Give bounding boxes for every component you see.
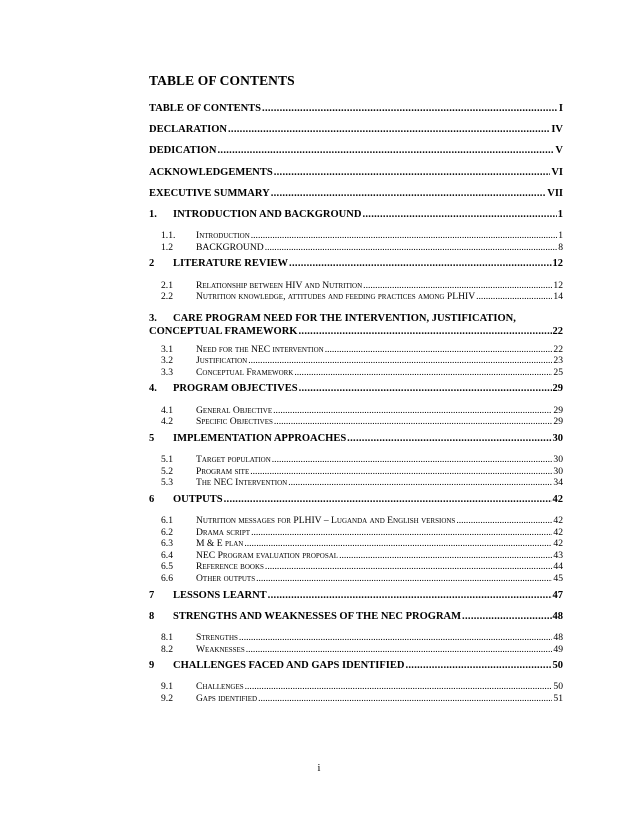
toc-section-label: CARE PROGRAM NEED FOR THE INTERVENTION, JUSTIFICATION, <box>173 312 516 324</box>
toc-subsection-label: M & E plan <box>196 538 244 550</box>
toc-entry[interactable] <box>149 145 563 166</box>
toc-subsection[interactable] <box>149 573 563 585</box>
leader-dots <box>265 242 558 253</box>
toc-subsection-number: 5.2 <box>161 465 173 477</box>
toc-subsection-page: 48 <box>553 631 563 643</box>
leader-dots <box>462 611 551 622</box>
toc-section-number: 5 <box>149 432 155 444</box>
toc-section-line-1 <box>149 312 563 325</box>
toc-subsection[interactable] <box>149 538 563 550</box>
leader-dots <box>298 325 551 338</box>
toc-subsection-label: General Objective <box>196 404 273 416</box>
toc-subsection[interactable] <box>149 367 563 379</box>
leader-dots <box>239 632 553 643</box>
leader-dots <box>244 538 552 549</box>
toc-subsection-number: 9.2 <box>161 692 173 704</box>
leader-dots <box>271 188 547 199</box>
toc-subsection-number: 8.2 <box>161 643 173 655</box>
leader-dots <box>476 291 552 302</box>
toc-subsection-number: 9.1 <box>161 681 173 693</box>
toc-section-number: 7 <box>149 589 155 601</box>
leader-dots <box>274 167 551 178</box>
toc-subsection-page: 42 <box>553 515 563 526</box>
leader-dots <box>456 515 552 526</box>
toc-subsection-page: 44 <box>553 561 563 573</box>
toc-subsection-label: Need for the NEC intervention <box>196 343 324 355</box>
toc-entry-label: DECLARATION <box>149 124 227 136</box>
toc-section-label: OUTPUTS <box>173 493 223 505</box>
toc-subsection-number: 1.2 <box>161 241 173 253</box>
toc-subsection[interactable] <box>149 527 563 539</box>
toc-subsection-label: Program site <box>196 465 250 477</box>
toc-entry[interactable] <box>149 103 563 124</box>
toc-subsection-page: 34 <box>553 477 563 489</box>
toc-subsection-page: 45 <box>553 572 563 584</box>
leader-dots <box>274 416 553 427</box>
toc-section[interactable] <box>149 660 563 681</box>
leader-dots <box>256 573 552 584</box>
toc-subsection-page: 51 <box>553 692 563 704</box>
toc-subsection-number: 3.1 <box>161 343 173 355</box>
toc-section-label: PROGRAM OBJECTIVES <box>173 383 298 395</box>
toc-subsection-number: 6.3 <box>161 538 173 550</box>
leader-dots <box>228 124 550 135</box>
toc-subsection-number: 1.1. <box>161 230 176 242</box>
toc-section[interactable] <box>149 433 563 454</box>
toc-subsection[interactable] <box>149 561 563 573</box>
toc-subsection-page: 14 <box>553 291 563 303</box>
toc-subsection-number: 2.2 <box>161 291 173 303</box>
leader-dots <box>251 527 552 538</box>
toc-subsection-label: Specific Objectives <box>196 416 273 428</box>
toc-entry[interactable] <box>149 167 563 188</box>
toc-subsection-page: 29 <box>553 404 563 416</box>
toc-section-page: 47 <box>552 589 563 601</box>
leader-dots <box>325 344 553 355</box>
toc-subsection[interactable] <box>149 405 563 417</box>
toc-subsection[interactable] <box>149 466 563 478</box>
leader-dots <box>289 258 551 269</box>
toc-subsection[interactable] <box>149 693 563 705</box>
toc-subsection-page: 23 <box>553 355 563 367</box>
toc-subsection-number: 5.1 <box>161 454 173 466</box>
toc-subsection-number: 3.2 <box>161 355 173 367</box>
toc-section-label: CONCEPTUAL FRAMEWORK <box>149 325 298 337</box>
toc-entry[interactable] <box>149 124 563 145</box>
toc-subsection-label: Nutrition knowledge, attitudes and feeding practices among PLHIV <box>196 291 476 303</box>
leader-dots <box>362 209 556 220</box>
toc-subsection[interactable] <box>149 644 563 656</box>
leader-dots <box>299 383 552 394</box>
leader-dots <box>405 660 551 671</box>
toc-subsection-label: The NEC Intervention <box>196 477 288 489</box>
toc-subsection-page: 49 <box>553 643 563 655</box>
toc-section[interactable] <box>149 611 563 632</box>
toc-section[interactable] <box>149 209 563 230</box>
toc-section[interactable] <box>149 383 563 404</box>
page-number-footer: i <box>317 763 321 774</box>
leader-dots <box>288 477 552 488</box>
leader-dots <box>246 644 553 655</box>
leader-dots <box>248 355 552 366</box>
toc-section-number: 9 <box>149 660 155 672</box>
toc-subsection-number: 6.6 <box>161 572 173 584</box>
toc-subsection[interactable] <box>149 280 563 292</box>
toc-subsection[interactable] <box>149 681 563 693</box>
toc-subsection-label: Other outputs <box>196 572 256 584</box>
leader-dots <box>265 561 552 572</box>
toc-subsection-number: 5.3 <box>161 477 173 489</box>
table-of-contents <box>149 103 563 710</box>
toc-subsection[interactable] <box>149 632 563 644</box>
toc-subsection[interactable] <box>149 550 563 562</box>
toc-subsection-label: Reference books <box>196 561 264 573</box>
toc-subsection-label: Relationship between HIV and Nutrition <box>196 279 363 291</box>
toc-section[interactable] <box>149 494 563 515</box>
toc-subsection[interactable] <box>149 242 563 254</box>
toc-section-page: 12 <box>552 258 563 270</box>
toc-subsection-label: Nutrition messages for PLHIV – Luganda and English versions <box>196 515 456 526</box>
section-spacer <box>149 303 563 308</box>
toc-subsection-page: 43 <box>553 549 563 561</box>
leader-dots <box>258 693 552 704</box>
leader-dots <box>245 681 553 692</box>
toc-subsection-label: Challenges <box>196 681 244 693</box>
toc-entry-page: VI <box>551 166 563 178</box>
toc-subsection-label: Strengths <box>196 631 238 643</box>
leader-dots <box>224 494 552 505</box>
toc-subsection-label: Weaknesses <box>196 643 245 655</box>
section-spacer <box>149 705 563 710</box>
toc-subsection[interactable] <box>149 477 563 489</box>
toc-subsection-page: 8 <box>558 241 563 253</box>
toc-entry-label: ACKNOWLEDGEMENTS <box>149 166 273 178</box>
toc-section-number: 4. <box>149 383 157 395</box>
leader-dots <box>262 103 558 114</box>
toc-subsection[interactable] <box>149 291 563 303</box>
toc-section[interactable] <box>149 590 563 611</box>
toc-section-label: LITERATURE REVIEW <box>173 258 289 270</box>
toc-subsection-label: Justification <box>196 355 248 367</box>
toc-subsection[interactable] <box>149 344 563 356</box>
toc-subsection-number: 4.2 <box>161 416 173 428</box>
toc-section-label: CHALLENGES FACED AND GAPS IDENTIFIED <box>173 660 405 672</box>
toc-entry-page: VII <box>547 187 563 199</box>
toc-subsection-page: 22 <box>553 343 563 355</box>
toc-subsection-page: 29 <box>553 416 563 428</box>
toc-section-page: 30 <box>552 432 563 444</box>
leader-dots <box>272 454 553 465</box>
leader-dots <box>347 433 551 444</box>
leader-dots <box>251 230 557 241</box>
toc-entry-label: DEDICATION <box>149 145 217 157</box>
toc-section-number: 1. <box>149 208 157 220</box>
leader-dots <box>294 367 552 378</box>
toc-subsection[interactable] <box>149 416 563 428</box>
toc-subsection-page: 12 <box>553 279 563 291</box>
toc-subsection-page: 30 <box>553 465 563 477</box>
toc-subsection-number: 2.1 <box>161 279 173 291</box>
toc-subsection-label: Conceptual Framework <box>196 366 294 378</box>
toc-subsection-page: 30 <box>553 454 563 466</box>
toc-subsection-page: 50 <box>553 681 563 693</box>
toc-subsection-page: 42 <box>553 538 563 550</box>
toc-subsection-label: BACKGROUND <box>196 241 264 253</box>
toc-section-page: 29 <box>552 383 563 395</box>
toc-section-page: 22 <box>552 325 563 337</box>
toc-subsection[interactable] <box>149 454 563 466</box>
toc-section-number: 3. <box>149 312 157 324</box>
toc-subsection-page: 25 <box>553 366 563 378</box>
toc-subsection-page: 42 <box>553 526 563 538</box>
toc-subsection[interactable] <box>149 230 563 242</box>
toc-subsection-number: 6.1 <box>161 515 173 526</box>
toc-entry-label: EXECUTIVE SUMMARY <box>149 187 270 199</box>
toc-section-number: 6 <box>149 493 155 505</box>
leader-dots <box>339 550 552 561</box>
toc-entry-page: IV <box>551 124 563 136</box>
toc-section[interactable] <box>149 312 563 338</box>
toc-subsection-number: 6.5 <box>161 561 173 573</box>
toc-subsection-label: Drama script <box>196 526 251 538</box>
toc-subsection[interactable] <box>149 355 563 367</box>
toc-entry-page: V <box>555 145 563 157</box>
toc-entry-page: I <box>558 103 563 114</box>
toc-subsection-label: Gaps identified <box>196 692 258 704</box>
toc-section-label: STRENGTHS AND WEAKNESSES OF THE NEC PROGRAM <box>173 610 462 622</box>
toc-subsection-label: Target population <box>196 454 271 466</box>
toc-subsection-number: 3.3 <box>161 366 173 378</box>
toc-subsection-label: NEC Program evaluation proposal <box>196 549 339 561</box>
toc-entry-label: TABLE OF CONTENTS <box>149 103 262 114</box>
toc-section-page: 1 <box>557 208 563 220</box>
toc-section-number: 8 <box>149 610 155 622</box>
toc-subsection-number: 4.1 <box>161 404 173 416</box>
toc-subsection-page: 1 <box>558 230 563 242</box>
leader-dots <box>250 466 552 477</box>
leader-dots <box>268 590 552 601</box>
toc-section-label: IMPLEMENTATION APPROACHES <box>173 432 347 444</box>
toc-section-label: INTRODUCTION AND BACKGROUND <box>173 208 362 220</box>
leader-dots <box>363 280 552 291</box>
toc-section-page: 48 <box>552 610 563 622</box>
page-title: TABLE OF CONTENTS <box>149 73 295 88</box>
toc-entry[interactable] <box>149 188 563 209</box>
toc-section-label: LESSONS LEARNT <box>173 589 267 601</box>
toc-section-line-2 <box>149 325 563 338</box>
toc-subsection[interactable] <box>149 515 563 527</box>
toc-subsection-number: 6.2 <box>161 526 173 538</box>
toc-subsection-number: 6.4 <box>161 549 173 561</box>
leader-dots <box>217 145 554 156</box>
toc-section[interactable] <box>149 258 563 279</box>
leader-dots <box>273 405 552 416</box>
toc-subsection-label: Introduction <box>196 230 250 242</box>
toc-section-page: 42 <box>552 493 563 505</box>
toc-section-number: 2 <box>149 258 155 270</box>
toc-subsection-number: 8.1 <box>161 631 173 643</box>
toc-section-page: 50 <box>552 660 563 672</box>
